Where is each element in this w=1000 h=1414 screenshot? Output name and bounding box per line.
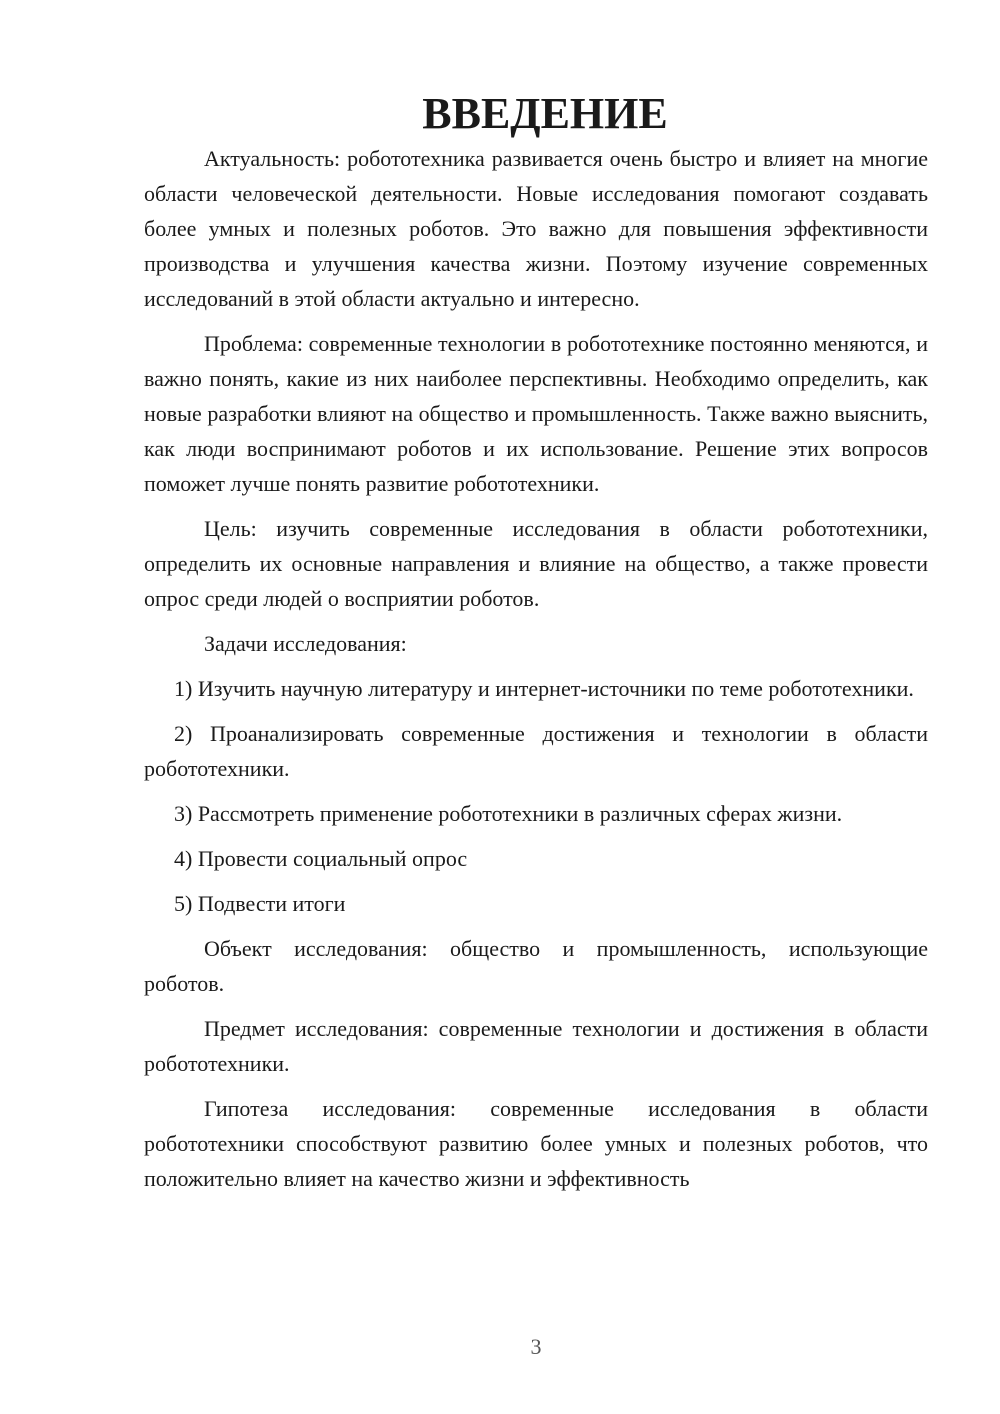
page-number: 3 [530,1334,542,1359]
paragraph-hypothesis: Гипотеза исследования: современные исследования в области робототехники способствуют развитию более умных и полезных роботов, что положительно влияет на качество жизни и эффективность [144,1096,928,1191]
paragraph-object: Объект исследования: общество и промышленность, использующие роботов. [144,936,928,996]
tasks-heading: Задачи исследования: [204,631,407,656]
task-item: 1) Изучить научную литературу и интернет-источники по теме робототехники. [174,676,914,701]
task-item: 5) Подвести итоги [174,891,346,916]
paragraph-subject: Предмет исследования: современные технологии и достижения в области робототехники. [144,1016,928,1076]
page-content [144,89,928,1196]
task-item: 3) Рассмотреть применение робототехники в различных сферах жизни. [174,801,843,826]
task-item: 2) Проанализировать современные достижения и технологии в области робототехники. [144,721,928,781]
paragraph-goal: Цель: изучить современные исследования в области робототехники, определить их основные направления и влияние на общество, а также провести опрос среди людей о восприятии роботов. [144,516,928,611]
page-title: ВВЕДЕНИЕ [422,89,668,138]
paragraph-relevance: Актуальность: робототехника развивается очень быстро и влияет на многие области человеческой деятельности. Новые исследования помогают создавать более умных и полезных роботов. Это важно для повышения эффективности производства и улучшения качества жизни. Поэтому изучение современных исследований в этой области актуально и интересно. [144,146,928,311]
task-list [144,671,928,921]
paragraph-problem: Проблема: современные технологии в робототехнике постоянно меняются, и важно понять, какие из них наиболее перспективны. Необходимо определить, как новые разработки влияют на общество и промышленность. Также важно выяснить, как люди воспринимают роботов и их использование. Решение этих вопросов поможет лучше понять развитие робототехники. [144,331,928,496]
task-item: 4) Провести социальный опрос [174,846,468,871]
